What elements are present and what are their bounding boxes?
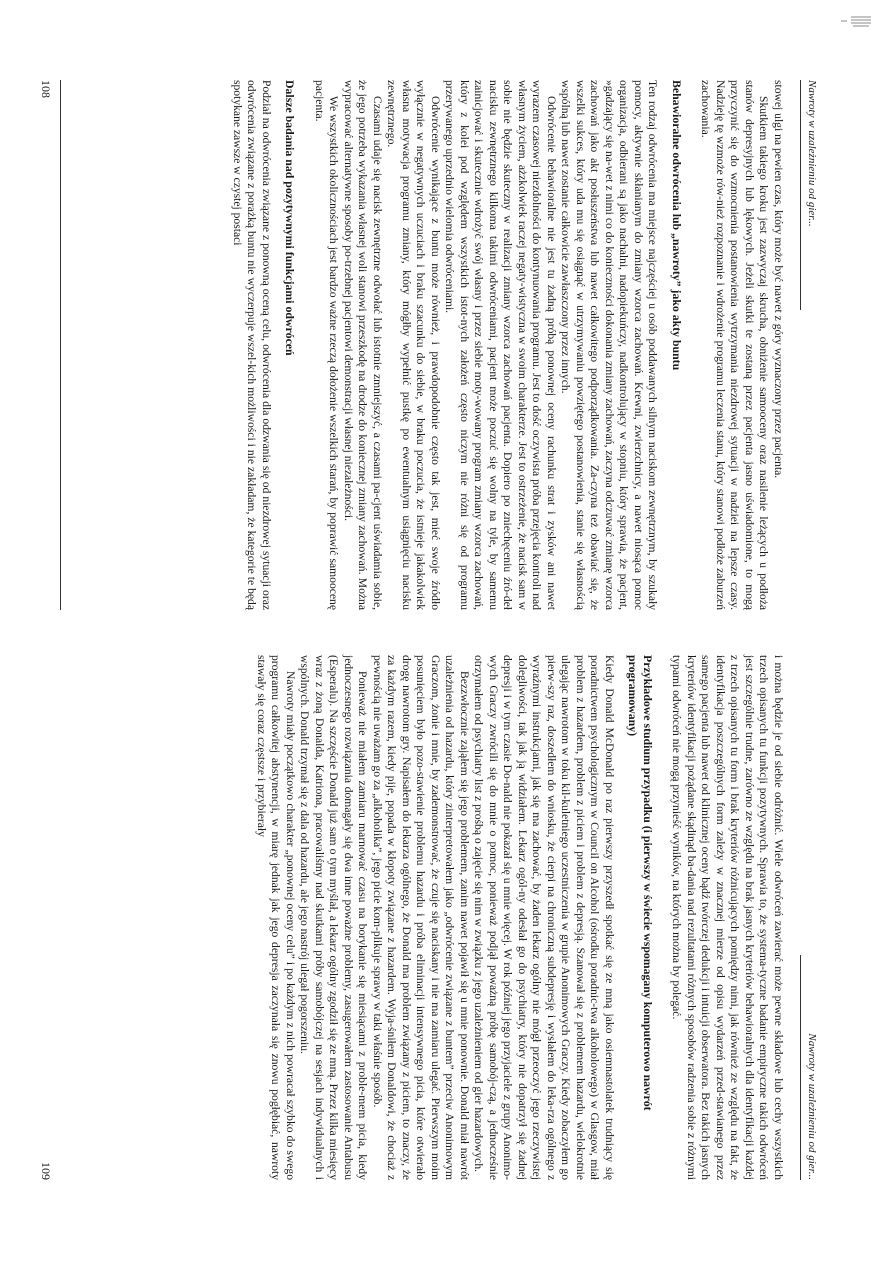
right-page — [0, 655, 893, 1180]
paragraph: Nawroty miały początkowo charakter „ponownej oceny celu” i po każdym z nich powracał szybko do swego programu całkowitej abstynencji, w miarę jednak jak jego depresja zaczynała się znowu pogłębiać, nawroty stawały się coraz częstsze i przybierały — [255, 655, 297, 1180]
running-head: Nawroty w uzależnieniu od gier... — [806, 80, 818, 227]
paragraph: Skutkiem takiego kroku jest zazwyczaj skrucha, obniżenie samooceny oraz nasilenie leżących u podłoża stanów depresyjnych lub lękowych. Jeżeli skutki te zostaną przez pacjenta jasno uświadomione, to mogą przyczynić się do wzmocnienia postanowienia wytrzymania niezdrowej sytuacji w nadziei na lepsze czasy. Nadzieję tę wzmoże rów-nież rozpoznanie i wdrożenie programu leczenia stanu, który stanowi podłoże zaburzeń zachowania. — [699, 80, 771, 610]
paragraph: Ponieważ nie miałem zamiaru marnować czasu na borykanie się miesiącami z proble-mem picia, kiedy jednoczesnego rozwiązania domagały się dwa inne poważne problemy, zasugerowałem zastosowanie Antabusu (Esperalu). Na szczęście Donald już sam o tym myślał, a lekarz ogólny zgodził się ze mną. Przez kilka miesięcy wraz z żoną Donalda, Katriona, pracowaliśmy nad skutkami próby samobójczej na sesjach indywidualnych i wspólnych. Donald trzymał się z dala od hazardu, ale jego nastrój ulegał pogorszeniu. — [298, 655, 370, 1180]
section-heading: Behawioralne odwrócenia lub „nawroty” jako akty buntu — [670, 80, 684, 371]
footer-rule — [60, 80, 61, 610]
paragraph: Odwrócenie behawioralne nie jest tu żadną próbą ponownej oceny rachunku strat i zysków ani nawet wyrazem czasowej niezdolności do kontynuowania programu. Jest to dość oczywista próba przejęcia kontroli nad własnym życiem, ażzkolwiek raczej negaty-wistyczna w swoim charakterze. Jest to ostrzeżenie, że nacisk sam w sobie nie będzie skuteczny w realizacji zmiany wzorca zachowań pacjenta. Dopiero po zniechęceniu źró-deł nacisku zewnętrznego kilkoma takimi odwróceniami, pacjent może poczuć się wolny na tyle, by samemu zainicjować i skutecznie wdrożyć swój własny i przez siebie moty-wowany program zmiany wzorca zachowań, który z kolei pod względem wszystkich istot-nych założeń często niczym nie różni się od programu przerywanego uprzednio wielomia odwróceniami. — [443, 80, 558, 610]
page-number: 108 — [39, 80, 53, 98]
running-head: Nawroty w uzależnieniu od gier... — [806, 1033, 818, 1180]
header-rule — [800, 80, 801, 310]
left-page — [0, 80, 893, 610]
page-number: 109 — [39, 1162, 53, 1180]
paragraph: stowej ulgi na pewien czas, który może być nawet z góry wyznaczony przez pacjenta. — [772, 80, 785, 479]
paragraph: Odwrócenie wynikające z buntu może również, i prawdopodobnie często tak jest, mieć swoje źródło wyłącznie w negatywnych uczuciach i braku szacunku do siebie, w braku poczucia, że istnieje jakakolwiek własna motywacja programu zmiany, który mógłby wypełnić pustkę po ewentualnym usiągnięciu nacisku zewnętrznego. — [385, 80, 442, 610]
section-heading: Dalsze badania nad pozytywnymi funkcjami odwróceń — [283, 80, 298, 356]
paragraph: Ten rodzaj odwrócenia ma miejsce najczęściej u osób poddawanych silnym naciskom zewnętrznym, by szukały pomocy, aktywnie skłanianym do zmiany wzorca zachowań. Krewni, zwierzchnicy, a nawet niosąca pomoc organizacja, odbierani są jako nachalni, nadopiekuńczy, nadkontrolujący w stopniu, który sprawia, że pacjent, »gadzający się na-wet z nimi co do konieczności dokonania zmiany zachowań, zaczyna odczuwać zmianę wzorca zachowań jako akt posłuszeństwa lub nawet całkowitego podporządkowania. Za-czyna też obawiać się, że wszelki sukces, który uda mu się osiągnąć w utrzymywaniu powziętego postanowienia, stanie się własnością wspólną lub nawet zostanie całkowicie zawłaszczony przez innych. — [559, 80, 660, 610]
paragraph: We wszystkich okolicznościach jest bardzo ważne rzeczą dołożenie wszelkich starań, by poprawić samoocenę pacjenta. — [313, 80, 341, 610]
paragraph: Czasami udaje się nacisk zewnętrzne odwołać lub istotnie zmniejszyć, a czasami pa-cjent uświadamia sobie, że jego potrzeba wykazania własnej woli stanowi przeszkodę na drodze do koniecznej zmiany zachowań. Można wypracować alternatywne sposoby po-trzebnej pacjentowi demonstracji własnej niezależności. — [342, 80, 384, 610]
paragraph: Podział na odwrócenia związane z ponowną oceną celu, odwrócenia dla odzwania się od niezdrowej sytuacji oraz odwrócenia związane z porażką buntu nie wyczerpuje wszel-kich możliwości i nie zakładam, że kategorie te będą spotykane zawsze w czystej postaci — [231, 80, 273, 610]
paragraph: Kiedy Donald McDonald po raz pierwszy przyszedł spotkać się ze mną jako osiemnastolatek trudniący się poradnictwem psychologicznym w Council on Alcohol (ośrodku poradnic-twa alkoholowego) w Glasgow, miał problem z hazardem, problem z piciem i problem z depresją. Szanował się z problemem hazardu, wielokrotnie ulegając nawrotom w toku kil-kuletniego uczestniczenia w grupie Anonimowych Graczy. Kiedy zobaczyłem go pierw-szy raz, doszedłem do wniosku, że cierpi na chroniczną subdepresję i wysłałem do leka-rza ogólnego z wyraźnymi instrukcjami, jak się ma zachować, by żaden lekarz ogólny nie mógł przeoczyć jego rzeczywistej dolegliwości, tak jak ją widziałem. Lekarz ogól-ny odesłał go do psychiatry, który nie dopatrzył się żadnej depresji i w tym czasie Do-nald nie pokazał się u mnie więcej. W rok później jego przyjaciele z grupy Anonimo-wych Graczy zwrócili się do mnie o pomoc, ponieważ podjął poważną próbę samobój-czą, a jednocześnie otrzymałem od psychiatry list z prośbą o zajęcie się nim w związku z jego uzależnieniem od gier hazardowych. — [472, 655, 616, 1180]
page-body — [230, 80, 786, 610]
header-rule — [800, 955, 801, 1180]
paragraph: Bezzwłocznie zająłem się jego problemem, zanim nawet pojawił się u mnie ponownie. Donald miał nawrót uzależnienia od hazardu, który zinterpretowałem jako „odwrócenie związane z buntem” przeciw Anonimowym Graczom, żonie i mnie, by zademonstrować, że czuje się naciskany i nie ma zamiaru ulegać. Pierwszym moim posunięciem było pozo-stawienie problemu hazardu i próba eliminacji intensywnego picia, które otwierało drogę nawrotom gry. Napisałem do lekarza ogólnego, że Donald ma problem związany z piciem, to znaczy, że za każdym razem, kiedy pije, popada w kłopoty związane z hazardem. Wyja-śniłem Donaldowi, że chociaż z pewnością nie uważam go za „alkoholika”, jego picie kom-plikuje sprawy w taki właśnie sposób. — [371, 655, 471, 1180]
section-heading: Przykładowe studium przypadku (i pierwszy w świecie wspomagany komputerowo nawrót programowany) — [626, 655, 655, 1111]
paragraph: i można będzie je od siebie odróżnić. Wiele odwróceń zawierać może pewne składowe lub cechy wszystkich trzech opisanych tu funkcji pozytywnych. Sprawia to, że systema-tyczne badanie empiryczne takich odwróceń jest szczególnie trudne, zarówno ze względu na brak jasnych kryteriów behawioralnych dla identyfikacji każdej z trzech opisanych tu form i brak kryteriów różnicujących pomiędzy nimi, jak również ze względu na fakt, że identyfikacja poszczególnych form zależy w znacznej mierze od opisu wydarzeń przed-stawianego przez samego pacjenta lub nawet od klinicznej oceny bądź twórczej dedukcji i intuicji obserwatora. Bez takich jasnych kryteriów identyfikacji pożądane skądinąd ba-dania nad rezultatami różnych sposobów radzenia sobie z różnymi typami odwróceń nie mogą przynieść wyników, na których można by polegać. — [670, 655, 785, 1180]
page-body — [254, 655, 786, 1180]
